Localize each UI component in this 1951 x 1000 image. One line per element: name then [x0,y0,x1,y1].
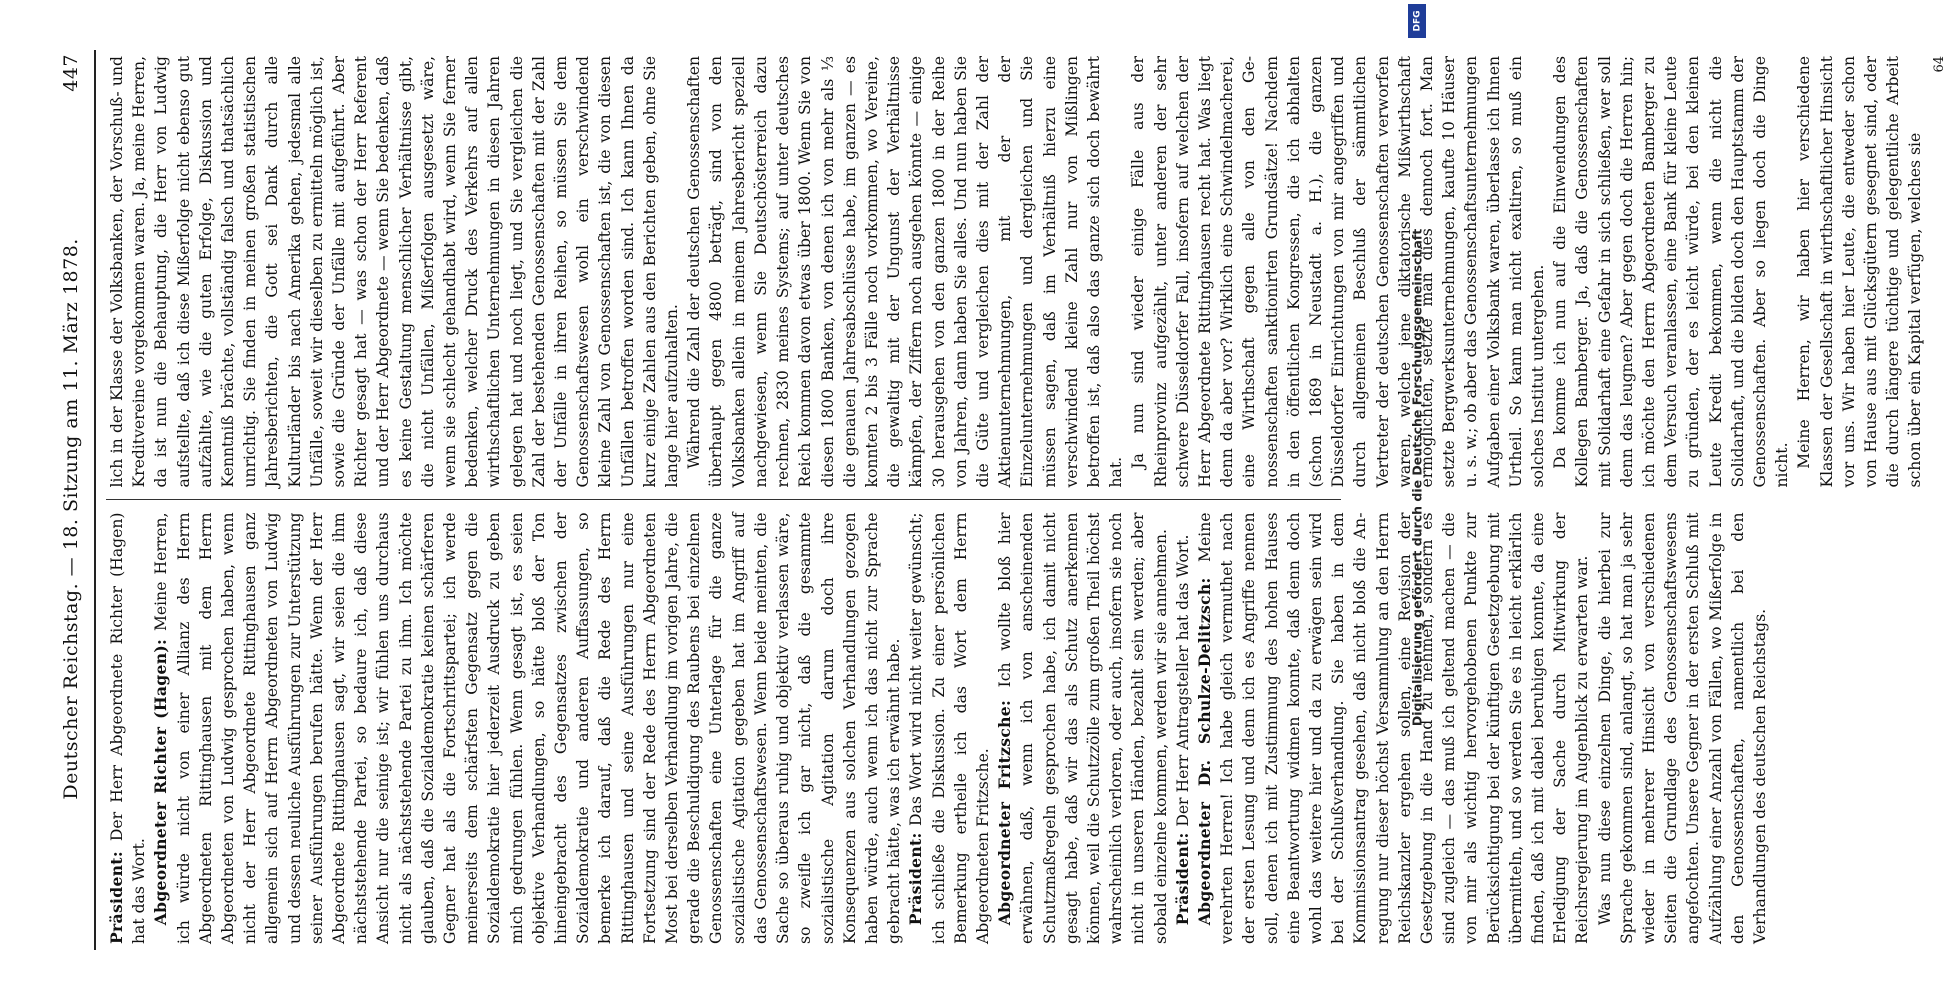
paragraph-text: Das Wort wird nicht weiter gewünscht; ich schließe die Diskussion. Zu einer persönlichen Bemerkung ertheile ich das Wort dem Herrn Abgeordneten Fritzsche. [907,512,992,944]
paragraph [994,513,1172,945]
running-head [60,50,96,950]
paragraph [1172,513,1194,945]
paragraph-text: lich in der Klasse der Volksbanken, der Vorschuß- und Kreditvereine vorgekommen waren. Ja, meine Herren, da ist nun die Behauptung, die Herr von Ludwig aufstellte, daß ich diese Mißerfolge nicht ebenso gut aufzählte, wie die guten Erfolge, Diskussion und Kenntniß brächte, vollständig falsch und thatsächlich unrichtig. Sie finden in meinen großen statistischen Jahresberichten, die Gott sei Dank durch alle Kulturländer bis nach Amerika gehen, jedesmal alle Unfälle, soweit wir dieselben zu ermitteln möglich ist, sowie die Gründe der Unfälle mit aufgeführt. Aber Richter gesagt hat — was schon der Herr Referent und der Herr Abgeordnete — wenn Sie bedenken, daß es keine Gestaltung menschlicher Verhältnisse gibt, die nicht Unfällen, Mißerfolgen ausgesetzt wäre, wenn sie schlecht gehandhabt wird, wenn Sie ferner bedenken, welcher Druck des Verkehrs auf allen wirthschaftlichen Unternehmungen in diesen Jahren gelegen hat und noch liegt, und Sie vergleichen die Zahl der bestehenden Genossenschaften mit der Zahl der Unfälle in ihren Reihen, so müssen Sie dem Genossenschaftswesen wohl ein verschwindend kleine Zahl von Genossenschaften ist, die von diesen Unfällen betroffen worden sind. Ich kann Ihnen da kurz einige Zahlen aus den Berichten geben, ohne Sie lange hier aufzuhalten. [108,56,682,488]
paragraph-text: Der Herr Antragsteller hat das Wort. [1173,534,1192,827]
page-number: 447 [60,54,82,92]
speaker-label: Abgeordneter Dr. Schulze-Delitzsch: [1194,561,1214,926]
paragraph [1127,56,1549,488]
paragraph [150,513,905,945]
paragraph [106,56,683,488]
margin-credit [1404,0,1430,1000]
paragraph-text: Meine Herren, ich würde nicht von einer Allianz des Herrn Abgeordneten Rittinghausen mit dem Herrn Abgeordneten von Ludwig gesprochen haben, wenn nicht der Herr Abgeordnete Rittinghausen ganz allgemein sich auf Herrn Abgeordneten von Ludwig und dessen neuliche Ausführungen zur Unterstützung seiner Ausführungen berufen hätte. Wenn der Herr Abgeordnete Rittinghausen sagt, wir seien die ihm nächststehende Partei, so bedaure ich, daß diese Ansicht nur die seinige ist; wir fühlen uns durchaus nicht als nächststehende Partei zu ihm. Ich möchte glauben, daß die Sozialdemokratie keinen schärferen Gegner hat als die Fortschrittspartei; ich werde meinerseits dem schärfsten Gegensatz gegen die Sozialdemokratie hier jederzeit Ausdruck zu geben mich gedrungen fühlen. Wenn gesagt ist, es seien objektive Verhandlungen, so hätte bloß der Ton hineingebracht des Gegensatzes zwischen der Sozialdemokratie und anderen Auffassungen, so bemerke ich darauf, daß die Rede des Herrn Rittinghausen und seine Ausführungen nur eine Fortsetzung sind der Rede des Herrn Abgeordneten Most bei derselben Verhandlung im vorigen Jahre, die gerade die Beschuldigung des Raubens bei einzelnen Genossenschaften eine Unterlage für die ganze sozialistische Agitation gegeben hat im Angriff auf das Genossenschaftswesen. Wenn beide meinten, die Sache so überaus ruhig und objektiv verlassen wäre, so zweifle ich gar nicht, daß die gesammte sozialistische Agitation darum doch ihre Konsequenzen aus solchen Verhandlungen gezogen haben würde, auch wenn ich das nicht zur Sprache gebracht hätte, was ich erwähnt habe. [152,512,904,944]
paragraph [1594,513,1772,945]
paragraph [1793,56,1926,488]
paragraph [1549,56,1793,488]
dfg-logo: DFG [1408,4,1426,38]
signature-mark: 64 [1931,56,1947,73]
column-divider [106,500,1341,501]
paragraph-text: Meine verehrten Herren! Ich habe gleich vermuthet nach der ersten Lesung und denn ich es Angriffe nennen soll, denen ich mit Zustimmung des hohen Hauses eine Beantwortung widmen konnte, daß denn doch wohl das weitere hier und da zu erwägen sein wird bei der Schlußverhandlung. Sie haben in dem Kommissionsantrag gesehen, daß nicht bloß die Anregung nur dieser höchst Versammlung an den Herrn Reichskanzler ergehen sollen, eine Revision der Gesetzgebung in die Hand zu nehmen, sondern es sind zugleich — das muß ich geltend machen — die von mir als wichtig hervorgehobenen Punkte zur Berücksichtigung bei der künftigen Gesetzgebung mit übermitteln, und so werden Sie es in leicht erklärlich finden, daß ich mit dabei beruhigen konnte, da eine Erledigung der Sache durch Mitwirkung der Reichsregierung im Augenblick zu erwarten war. [1195,512,1592,944]
paragraph [106,513,150,945]
speaker-label: Präsident: [1172,826,1192,926]
column-left [106,507,1770,951]
digitization-credit: Digitalisierung gefördert durch die Deutsche Forschungsgemeinschaft [1409,228,1425,727]
paragraph-text: Der Herr Abgeordnete Richter (Hagen) hat das Wort. [108,512,149,944]
speaker-label: Präsident: [107,841,126,944]
speaker-label: Abgeordneter Richter (Hagen): [151,631,171,926]
paragraph [683,56,1127,488]
paragraph-text: Meine Herren, wir haben hier verschiedene Klassen der Gesellschaft in wirthschaftlicher Hinsicht vor uns. Wir haben hier Leute, die entweder schon von Hause aus mit Glücksgütern gesegnet sind, oder die durch längere tüchtige und gelegentliche Arbeit schon über ein Kapital verfügen, welches sie [1795,56,1925,488]
header-title: Deutscher Reichstag. — 18. Sitzung am 11. März 1878. [60,238,82,800]
paragraph-text: Ja nun sind wieder einige Fälle aus der Rheinprovinz aufgezählt, unter anderen der sehr schwere Düsseldorfer Fall, insofern auf welchen der Herr Abgeordnete Rittinghausen recht hat. Was liegt denn da aber vor? Wirklich eine Schwindelmacherei, eine Wirthschaft gegen alle von den Genossenschaften sanktionirten Grundsätze! Nachdem in den öffentlichen Kongressen, die ich abhalten (schon 1869 in Neustadt a. H.), die ganzen Düsseldorfer Einrichtungen von mir angegriffen und durch allgemeinen Beschluß der sämmtlichen Vertreter der deutschen Genossenschaften verworfen waren, welche jene diktatorische Mißwirthschaft ermöglichten, setzte man dies dennoch fort. Man setzte Bergwerksunternehmungen, kaufte 10 Häuser u. s. w.; ob aber das Genossenschaftsunternehmungen Aufgaben einer Volksbank waren, überlasse ich Ihnen Urtheil. So kann man nicht exaltiren, so muß ein solches Institut untergehen. [1129,56,1547,488]
paragraph [905,513,994,945]
paragraph-text: Was nun diese einzelnen Dinge, die hierbei zur Sprache gekommen sind, anlangt, so hat man ja sehr wieder in mehrerer Hinsicht von verschiedenen Seiten die Grundlage des Genossenschaftswesens angefochten. Unsere Gegner in der ersten Schluß mit Aufzählung einer Anzahl von Fällen, wo Mißerfolge in den Genossenschaften, namentlich bei den Verhandlungen des deutschen Reichstags. [1595,512,1770,944]
paragraph [1194,513,1594,945]
paragraph-text: Da komme ich nun auf die Einwendungen des Kollegen Bamberger. Ja, daß die Genossenschaften mit Solidarhaft eine Gefahr in sich schließen, wer soll denn das leugnen? Aber gegen doch die Herren hin; ich möchte den Herrn Abgeordneten Bamberger zu dem Versuch veranlassen, eine Bank für kleine Leute zu gründen, der es leicht würde, bei den kleinen Leute Kredit bekommen, wenn die nicht die Solidarhaft, und die bilden doch den Hauptstamm der Genossenschaften. Aber so liegen doch die Dinge nicht. [1551,56,1792,488]
speaker-label: Präsident: [906,825,926,926]
paragraph-text: Ich wollte bloß hier erwähnen, daß, wenn ich von anscheinenden Schutzmaßregeln gesprochen habe, ich damit nicht gesagt habe, daß wir das als Schutz anerkennen können, weil die Schutzzölle zum großen Theil höchst wahrscheinlich verloren, oder auch, insofern sie noch nicht in unseren Händen, bezahlt sein werden; aber sobald einzelne kommen, werden wir sie annehmen. [996,512,1170,944]
speaker-label: Abgeordneter Fritzsche: [995,687,1015,926]
paragraph-text: Während die Zahl der deutschen Genossenschaften überhaupt gegen 4800 beträgt, sind von den Volksbanken allein in meinem Jahresbericht speziell nachgewiesen, wenn Sie Deutschösterreich dazu rechnen, 2830 meines Systems; auf unter deutsches Reich kommen davon etwas über 1800. Wenn Sie von diesen 1800 Banken, von denen ich von mehr als ⅓ die genauen Jahresabschlüsse habe, im ganzen — es konnten 2 bis 3 Fälle noch vorkommen, wo Vereine, die gewaltig mit der Ungunst der Verhältnisse kämpfen, der Ziffern noch ausgehen könnte — einige 30 herausgehen von den ganzen 1800 in der Reihe von Jahren, dann haben Sie alles. Und nun haben Sie die Güte und vergleichen dies mit der Zahl der Aktienunternehmungen, mit der der Einzelunternehmungen und dergleichen und Sie müssen sagen, daß im Verhältniß hierzu eine verschwindend kleine Zahl nur von Mißlingen betroffen ist, daß also das ganze sich doch bewährt hat. [685,56,1126,488]
